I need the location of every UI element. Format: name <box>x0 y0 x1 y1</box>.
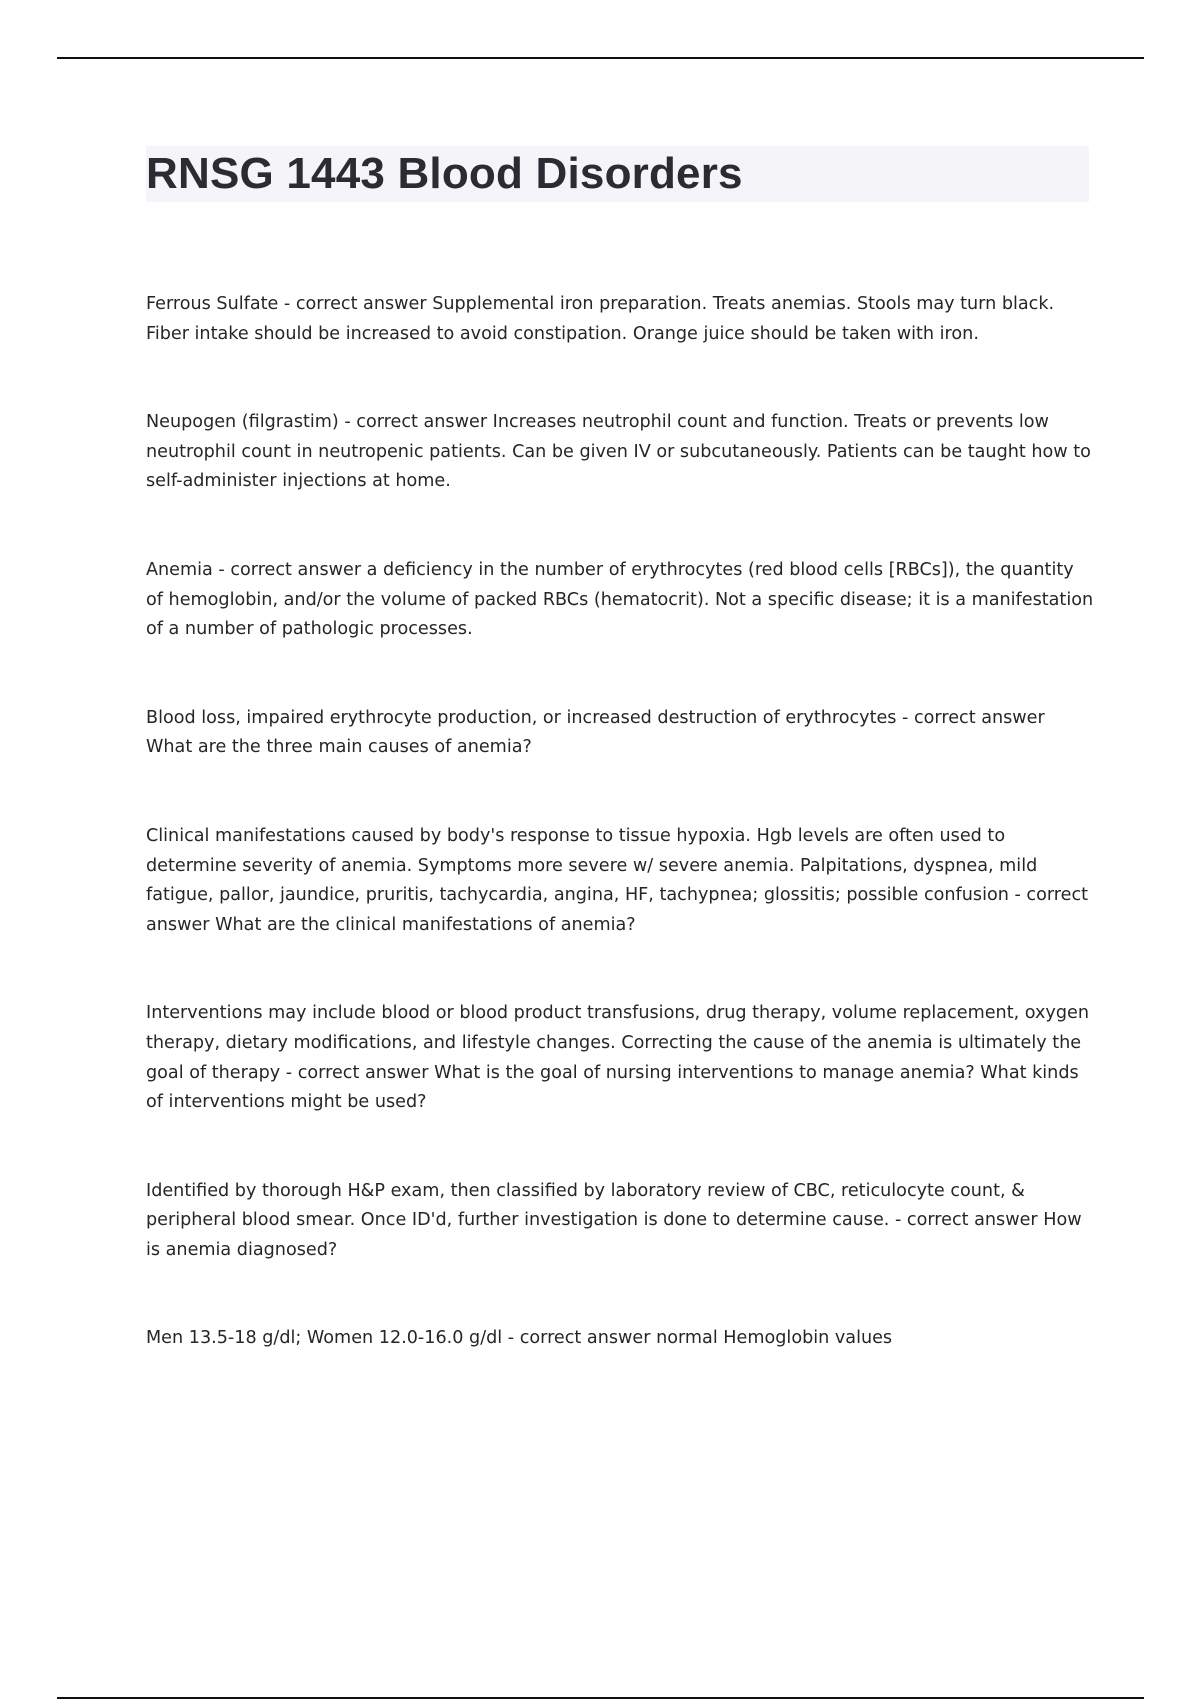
bottom-divider <box>57 1697 1144 1699</box>
document-title: RNSG 1443 Blood Disorders <box>146 149 743 198</box>
flashcard-entry-ferrous-sulfate: Ferrous Sulfate - correct answer Supplemental iron preparation. Treats anemias. Stools may turn black. Fiber intake should be increased to avoid constipation. Orange juice should be taken with iron. <box>146 294 1055 344</box>
flashcard-entry-anemia-causes: Blood loss, impaired erythrocyte production, or increased destruction of erythrocytes - correct answer What are the three main causes of anemia? <box>146 707 1045 758</box>
flashcard-entry-anemia-manifestations: Clinical manifestations caused by body's response to tissue hypoxia. Hgb levels are often used to determine severity of anemia. Symptoms more severe w/ severe anemia. Palpitations, dyspnea, mild fatigue, pallor, jaundice, pruritis, tachycardia, angina, HF, tachypnea; glossitis; possible confusion - correct answer What are the clinical manifestations of anemia? <box>146 825 1089 935</box>
flashcard-entry-anemia: Anemia - correct answer a deficiency in the number of erythrocytes (red blood cells [RBCs]), the quantity of hemoglobin, and/or the volume of packed RBCs (hematocrit). Not a specific disease; it is a manifestation of a number of pathologic processes. <box>146 559 1094 640</box>
flashcard-entry-hemoglobin-values: Men 13.5-18 g/dl; Women 12.0-16.0 g/dl - correct answer normal Hemoglobin values <box>146 1328 893 1349</box>
flashcard-entry-anemia-diagnosis: Identified by thorough H&P exam, then classified by laboratory review of CBC, reticulocyte count, & peripheral blood smear. Once ID'd, further investigation is done to determine cause. - correct answer How is anemia diagnosed? <box>146 1180 1082 1260</box>
flashcard-entry-anemia-interventions: Interventions may include blood or blood product transfusions, drug therapy, volume replacement, oxygen therapy, dietary modifications, and lifestyle changes. Correcting the cause of the anemia is ultimately the goal of therapy - correct answer What is the goal of nursing interventions to manage anemia? What kinds of interventions might be used? <box>146 1003 1089 1113</box>
flashcard-list <box>146 290 1096 1413</box>
flashcard-entry-neupogen: Neupogen (filgrastim) - correct answer Increases neutrophil count and function. Treats or prevents low neutrophil count in neutropenic patients. Can be given IV or subcutaneously. Patients can be taught how to self-administer injections at home. <box>146 412 1091 492</box>
top-divider <box>57 57 1144 59</box>
